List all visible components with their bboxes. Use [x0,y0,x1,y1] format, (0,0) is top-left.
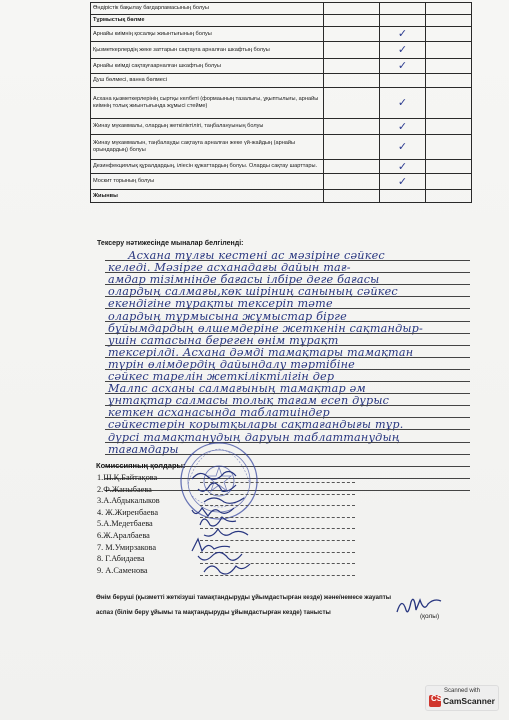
check-cell [380,27,426,42]
row-label: Асхана қызметкерлерінің сыртқы келбеті (формаының тазалығы, ұқыптылығы, арнайы киімнің толық жиынтығында жұмысі стейме) [91,88,324,119]
ruled-line [105,490,470,491]
commission-member-name: 9. А.Саменова [97,565,148,575]
handwritten-line: бұйымдардың өлшемдеріне жеткенін сақтандыр- [108,321,424,335]
signature-caption: (қолы) [420,613,440,620]
empty-cell [324,135,380,160]
empty-cell [426,3,472,15]
empty-cell [324,27,380,42]
check-cell [380,42,426,59]
commission-member-name: 7. М.Умирзакова [97,542,157,552]
commission-member-name: 1.Ш.Қ.Байтақова [97,473,158,482]
handwritten-line: сәйкес тарелін жеткіліктілігін дер [108,370,335,383]
empty-cell [426,42,472,59]
scanned-with-label: Scanned with [444,688,481,694]
checkmark-icon: ✓ [397,96,408,109]
table-section-row [91,190,472,203]
table-row [91,59,472,74]
check-cell [380,135,426,160]
empty-cell [324,160,380,174]
check-cell [380,15,426,27]
empty-cell [426,27,472,42]
row-label: Жинау мүкаммалын, таңбалауды сақтауға арналған жеке үй-жайдың (арнайы орындардың) болуы [91,135,324,160]
footer-line-2: аспаз (білім беру ұйымы та мақтандыруды ұйымдастырған кезде) танысты [96,609,331,616]
row-label: Тұрмыстық бөлме [91,15,324,27]
checkmark-icon: ✓ [397,140,408,153]
handwritten-line: кеткен асханасында таблатиіндер [108,406,330,420]
checkmark-icon: ✓ [397,43,408,56]
table-row [91,74,472,88]
findings-title: Тексеру нәтижесінде мыналар белгіленді: [97,240,244,247]
check-cell [380,119,426,135]
handwritten-line: амдар тізімнінде бағасы ілбіре деге бағасы [108,273,380,287]
empty-cell [324,42,380,59]
check-cell [380,174,426,190]
empty-cell [426,119,472,135]
handwritten-line: Малпс асханы салмағының тамақтар әм [108,382,366,396]
handwritten-line: тексерілді. Асхана дәмді тамақтары тамақтан [108,345,414,359]
commission-title: Комиссияның қолдары: [96,461,186,470]
table-row [91,3,472,15]
handwritten-line: дүрсі тамақтанудың даруын таблаттанудың [108,430,400,444]
empty-cell [324,174,380,190]
table-section-row [91,15,472,27]
camscanner-logo-icon: CS [429,695,441,707]
commission-member-name: 5.А.Медетбаева [97,519,153,529]
handwritten-line: олардың салмағы,көк шіріниң санының сәйкес [108,285,398,299]
handwritten-line: келеді. Мәзірге асханадағы дайын тағ- [108,261,351,275]
check-cell [380,74,426,88]
checkmark-icon: ✓ [397,27,408,40]
empty-cell [324,119,380,135]
commission-member-name: 3.А.Абдыкалыков [97,496,160,506]
checkmark-icon: ✓ [397,119,408,133]
handwritten-line: екендігіне тұрақты тексеріп тәте [108,297,333,311]
commission-member-name: 2.Ф.Жаныбаева [97,484,152,494]
commission-member-name: 8. Г.Абидаева [97,554,145,564]
empty-cell [426,59,472,74]
empty-cell [426,174,472,190]
ruled-line [105,454,470,455]
empty-cell [426,160,472,174]
commission-member-name: 6.Ж.Аралбаева [97,531,150,540]
empty-cell [426,88,472,119]
handwritten-line: олардың тұрмысына жұмыстар бірге [108,309,347,323]
checkmark-icon: ✓ [397,59,408,72]
check-cell [380,88,426,119]
checklist-table [90,2,472,203]
camscanner-watermark [425,685,499,711]
table-row [91,174,472,190]
empty-cell [426,74,472,88]
handwritten-line: Асхана тұлғы кестені ас мәзіріне сәйкес [128,249,385,262]
row-label: Арнайы киімді сақтауғаарналған шкафтың болуы [91,59,324,74]
handwritten-line: ұнтақтар салмасы толық тағам есеп дұрыс [108,394,390,408]
checkmark-icon: ✓ [397,159,408,173]
table-row [91,119,472,135]
ruled-line [105,478,470,479]
row-label: Москит торының болуы [91,174,324,190]
row-label: Жинау мүкаммалы, олардың жеткіліктілігі, таңбалануының болуы [91,119,324,135]
check-cell [380,3,426,15]
empty-cell [324,190,380,203]
empty-cell [324,15,380,27]
empty-cell [324,74,380,88]
check-cell [380,160,426,174]
member-signature [202,560,252,578]
row-label: Душ бөлмесі, ванна бөлмесі [91,74,324,88]
row-label: Жиынвы [91,190,324,203]
empty-cell [426,135,472,160]
check-cell [380,59,426,74]
checkmark-icon: ✓ [397,174,408,188]
footer-line-1: Өнім беруші (қызметті жеткізуші тамақтандыруды ұйымдастырған кезде) және/немесе жауапты [96,594,392,601]
empty-cell [324,88,380,119]
camscanner-brand: CamScanner [443,696,495,706]
table-row [91,42,472,59]
table-row [91,88,472,119]
table-row [91,160,472,174]
commission-member-name: 4. Ж.Жиренбаева [97,507,159,517]
empty-cell [426,15,472,27]
empty-cell [324,59,380,74]
row-label: Қызметкерлердің жеке заттарын сақтауға арналған шкафтың болуы [91,42,324,59]
empty-cell [324,3,380,15]
handwritten-line: ушін сатасына береген өнім тұрақт [108,333,339,347]
row-label: Өндірістік бақылау бағдарламасының болуы [91,3,324,15]
table-row [91,27,472,42]
handwritten-line: сәйкестерін корытқылары сақтағандығы тұр. [108,418,404,432]
empty-cell [426,190,472,203]
row-label: Арнайы киімнің қосалқы жиынтығының болуы [91,27,324,42]
table-row [91,135,472,160]
handwritten-line: тағамдары [108,442,179,456]
check-cell [380,190,426,203]
handwritten-line: түрін өлімдердің дайындалу тәртібіне [108,357,355,371]
row-label: Дезинфекциялық құралдардың, іліесін құжаттардың болуы. Оларды сақтау шарттары. [91,160,324,174]
